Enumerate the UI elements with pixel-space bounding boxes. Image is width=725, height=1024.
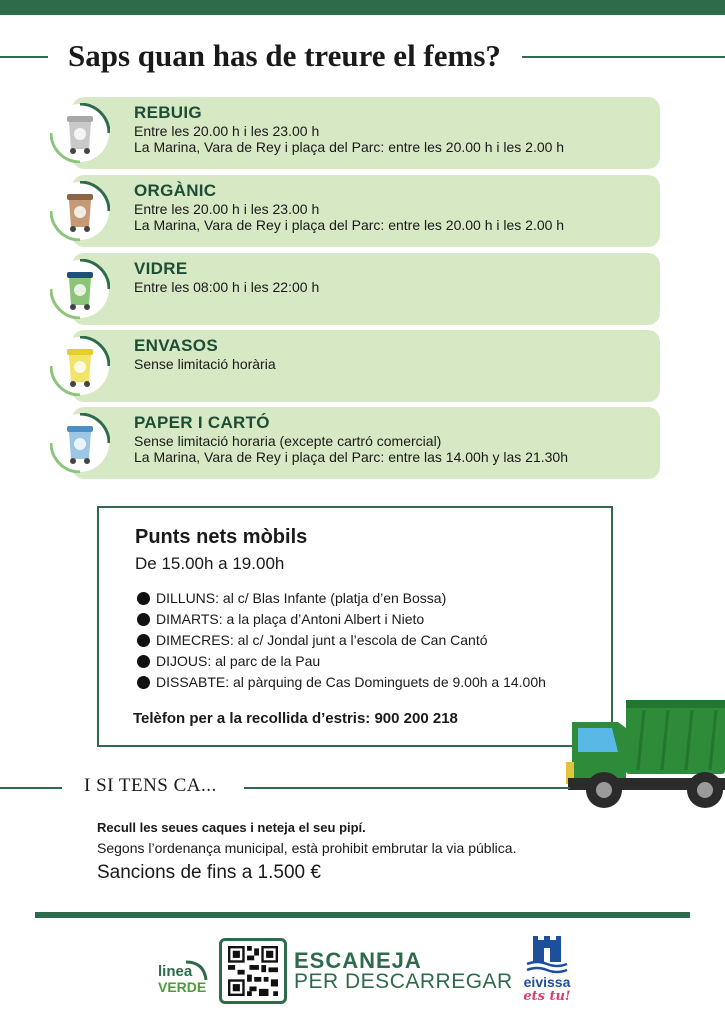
top-bar <box>0 0 725 15</box>
punts-nets-day-text: DILLUNS: al c/ Blas Infante (platja d’en Bossa) <box>156 590 447 606</box>
punts-nets-day-text: DIJOUS: al parc de la Pau <box>156 653 321 669</box>
waste-schedule-line: La Marina, Vara de Rey i plaça del Parc: entre les 20.00 h i les 2.00 h <box>134 217 565 233</box>
dog-ordinance: Segons l’ordenança municipal, està prohibit embrutar la via pública. <box>97 840 517 856</box>
punts-nets-hours: De 15.00h a 19.00h <box>135 554 285 573</box>
punts-nets-day-item <box>137 609 546 630</box>
scan-line1: ESCANEJA <box>294 948 422 973</box>
waste-type-name: VIDRE <box>134 259 188 278</box>
waste-schedule-line: Sense limitació horaria (excepte cartró comercial) <box>134 433 442 449</box>
dog-section-title: I SI TENS CA... <box>84 775 217 796</box>
bullet-icon <box>137 655 150 668</box>
waste-row <box>50 407 662 479</box>
bullet-icon <box>137 613 150 626</box>
waste-bin-icon <box>50 181 110 241</box>
punts-nets-day-text: DIMECRES: al c/ Jondal junt a l’escola de Can Cantó <box>156 632 488 648</box>
waste-text <box>134 103 654 155</box>
waste-text <box>134 181 654 233</box>
waste-bin-icon <box>50 336 110 396</box>
bullet-icon <box>137 634 150 647</box>
waste-bin-icon <box>50 103 110 163</box>
waste-row <box>50 97 662 169</box>
punts-nets-day-item <box>137 651 546 672</box>
punts-nets-day-item <box>137 588 546 609</box>
qr-code-icon <box>227 946 279 996</box>
bottom-bar <box>35 912 690 918</box>
waste-text <box>134 259 654 295</box>
waste-text <box>134 336 654 372</box>
eivissa-text: eivissa <box>523 974 571 990</box>
punts-nets-title: Punts nets mòbils <box>135 526 308 548</box>
title-line-right <box>522 56 725 58</box>
punts-nets-days <box>137 588 546 693</box>
eivissa-logo <box>519 934 575 1010</box>
title-line-left <box>0 56 48 58</box>
dog-instruction: Recull les seues caques i neteja el seu pipí. <box>97 820 366 835</box>
waste-schedule-line: La Marina, Vara de Rey i plaça del Parc: entre las 14.00h y las 21.30h <box>134 449 568 465</box>
dog-section-header <box>0 775 725 803</box>
waste-row <box>50 253 662 325</box>
waste-row <box>50 175 662 247</box>
waste-type-name: PAPER I CARTÓ <box>134 413 270 432</box>
waste-type-name: REBUIG <box>134 103 202 122</box>
phone-line: Telèfon per a la recollida d’estris: 900 200 218 <box>133 710 458 727</box>
punts-nets-day-text: DIMARTS: a la plaça d’Antoni Albert i Nieto <box>156 611 425 627</box>
waste-schedule-line: Entre les 20.00 h i les 23.00 h <box>134 201 320 217</box>
page-title: Saps quan has de treure el fems? <box>68 38 501 73</box>
punts-nets-box <box>97 506 613 747</box>
punts-nets-day-item <box>137 672 546 693</box>
linea-text: linea <box>158 963 193 980</box>
title-row <box>0 38 725 78</box>
waste-schedule-line: Entre les 20.00 h i les 23.00 h <box>134 123 320 139</box>
eivissa-tagline: ets tu! <box>523 989 571 1004</box>
dog-fine: Sancions de fins a 1.500 € <box>97 862 321 883</box>
scan-line2: PER DESCARREGAR <box>294 970 513 993</box>
waste-schedule-line: Sense limitació horària <box>134 356 276 372</box>
ca-line-right <box>244 787 570 789</box>
verde-text: VERDE <box>158 979 207 995</box>
punts-nets-day-text: DISSABTE: al pàrquing de Cas Dominguets de 9.00h a 14.00h <box>156 674 546 690</box>
waste-bin-icon <box>50 259 110 319</box>
ca-line-left <box>0 787 62 789</box>
waste-schedule-line: La Marina, Vara de Rey i plaça del Parc: entre les 20.00 h i les 2.00 h <box>134 139 565 155</box>
waste-type-name: ENVASOS <box>134 336 218 355</box>
linea-verde-logo-icon <box>156 958 208 996</box>
waste-row <box>50 330 662 402</box>
bullet-icon <box>137 676 150 689</box>
qr-code[interactable] <box>219 938 287 1004</box>
bullet-icon <box>137 592 150 605</box>
punts-nets-day-item <box>137 630 546 651</box>
waste-schedule-line: Entre les 08:00 h i les 22:00 h <box>134 279 320 295</box>
waste-type-name: ORGÀNIC <box>134 181 217 200</box>
waste-text <box>134 413 654 465</box>
castle-icon <box>519 934 575 974</box>
waste-bin-icon <box>50 413 110 473</box>
